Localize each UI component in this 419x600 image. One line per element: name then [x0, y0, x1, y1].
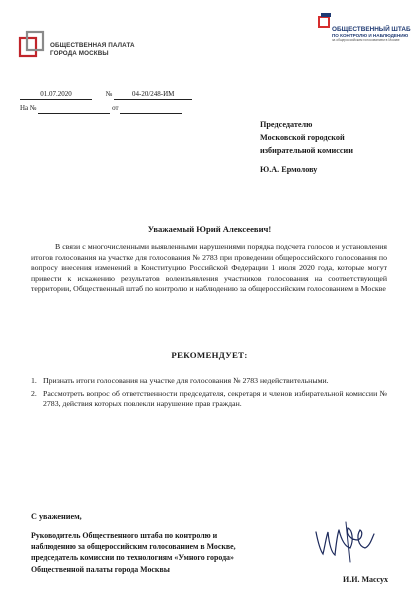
- signer-title-line3: председатель комиссии по технологиям «Умного города»: [31, 553, 234, 563]
- addressee-name: Ю.А. Ермолову: [260, 165, 318, 174]
- public-chamber-name: [50, 42, 135, 57]
- signer-title-line4: Общественной палаты города Москвы: [31, 564, 170, 574]
- list-item: [31, 389, 387, 410]
- list-item-text: Рассмотреть вопрос об ответственности председателя, секретаря и членов избирательной комиссии № 2783, действия которых повлекли нарушение прав граждан.: [43, 388, 387, 409]
- list-item-number: 2.: [31, 388, 37, 398]
- headquarters-name-line2: ПО КОНТРОЛЮ И НАБЛЮДЕНИЮ: [332, 33, 409, 38]
- public-chamber-name-line1: ОБЩЕСТВЕННАЯ ПАЛАТА: [50, 42, 135, 49]
- signer-name: И.И. Массух: [343, 575, 388, 584]
- headquarters-name: [332, 26, 412, 42]
- reply-from: от: [112, 104, 119, 112]
- list-item-text: Признать итоги голосования на участке для голосования № 2783 недействительными.: [43, 376, 329, 385]
- closing: С уважением,: [31, 512, 82, 521]
- letter-date: 01.07.2020: [20, 90, 92, 100]
- reply-prefix: На №: [20, 104, 37, 112]
- number-sign: №: [105, 90, 113, 98]
- letter-body: В связи с многочисленными выявленными нарушениями порядка подсчета голосов и установления итогов голосования на участке для голосования № 2783 при проведении общероссийского голосования по вопросу внесения изменений в Конституцию Российской Федерации 1 июля 2020 года, которые могут привести к искажению результатов волеизъявления участников голосования на соответствующей территории, Общественный штаб по контролю и наблюдению за общероссийским голосованием в Москве: [31, 242, 387, 294]
- signer-title-line2: наблюдению за общероссийским голосованием в Москве,: [31, 542, 236, 552]
- headquarters-name-line3: за общероссийским голосованием в Москве: [332, 38, 400, 43]
- reply-date-blank: [120, 104, 182, 114]
- addressee-line2: Московской городской: [260, 133, 345, 142]
- addressee-line3: избирательной комиссии: [260, 146, 353, 155]
- signature-block: [31, 530, 301, 575]
- signer-title-line1: Руководитель Общественного штаба по контролю и: [31, 531, 218, 540]
- letter-number: 04-20/248-ИМ: [114, 90, 192, 100]
- list-item-number: 1.: [31, 376, 37, 385]
- public-chamber-name-line2: ГОРОДА МОСКВЫ: [50, 49, 109, 57]
- recommends-heading: РЕКОМЕНДУЕТ:: [171, 350, 248, 360]
- reply-number-blank: [38, 104, 110, 114]
- list-item: [31, 376, 387, 387]
- handwritten-signature: [310, 518, 380, 566]
- headquarters-name-line1: ОБЩЕСТВЕННЫЙ ШТАБ: [332, 26, 411, 33]
- salutation: Уважаемый Юрий Алексеевич!: [147, 224, 272, 234]
- recommendation-list: [31, 376, 387, 412]
- public-chamber-logo-icon: [18, 30, 46, 58]
- reply-registration: [20, 104, 182, 114]
- addressee-line1: Председателю: [260, 120, 313, 129]
- addressee: [260, 118, 353, 157]
- outgoing-registration: [20, 90, 192, 100]
